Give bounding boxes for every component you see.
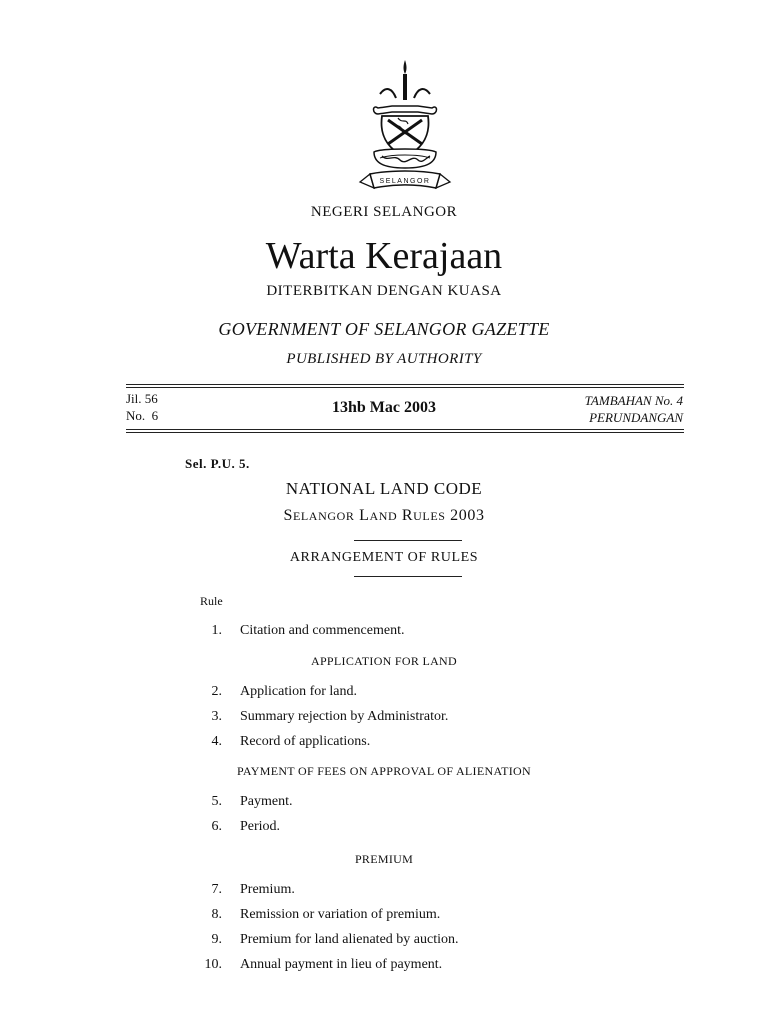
contents-item: 5. Payment. — [211, 794, 293, 809]
contents-item: 7. Premium. — [211, 882, 295, 897]
divider-bottom-inner — [126, 432, 684, 433]
short-divider — [354, 540, 462, 541]
published-by-authority: PUBLISHED BY AUTHORITY — [286, 351, 482, 367]
divider-top-inner — [126, 387, 684, 388]
supplement-number: TAMBAHAN No. 4 — [584, 393, 683, 408]
contents-item: 6. Period. — [211, 819, 281, 834]
section-heading: PREMIUM — [354, 852, 414, 866]
selangor-crest-icon — [352, 58, 458, 204]
section-heading: APPLICATION FOR LAND — [310, 654, 457, 668]
issue-date: 13hb Mac 2003 — [332, 399, 436, 416]
supplement-type: PERUNDANGAN — [589, 410, 683, 425]
section-heading: PAYMENT OF FEES ON APPROVAL OF ALIENATION — [237, 764, 531, 778]
issue-number: No. 6 — [126, 408, 159, 423]
crest-scroll-text: SELANGOR — [379, 178, 431, 185]
rule-column-label: Rule — [200, 594, 223, 608]
published-by-authority-malay: DITERBITKAN DENGAN KUASA — [266, 283, 502, 299]
contents-item: 10. Annual payment in lieu of payment. — [204, 957, 443, 972]
contents-item: 1. Citation and commencement. — [211, 623, 405, 638]
contents-item: 3. Summary rejection by Administrator. — [211, 709, 449, 724]
contents-item: 9. Premium for land alienated by auction. — [211, 932, 459, 947]
gazette-title: Warta Kerajaan — [265, 235, 503, 277]
divider-bottom — [126, 429, 684, 430]
arrangement-heading: ARRANGEMENT OF RULES — [289, 550, 479, 565]
gazette-title-english: GOVERNMENT OF SELANGOR GAZETTE — [218, 319, 550, 339]
volume-number: Jil. 56 — [126, 391, 158, 406]
document-subtitle: SELANGOR LAND RULES 2003 — [283, 507, 485, 524]
document-title: NATIONAL LAND CODE — [285, 479, 483, 498]
short-divider — [354, 576, 462, 577]
contents-item: 2. Application for land. — [211, 684, 358, 699]
state-name: NEGERI SELANGOR — [310, 204, 458, 220]
sel-pu-reference: Sel. P.U. 5. — [185, 456, 250, 471]
contents-item: 8. Remission or variation of premium. — [211, 907, 441, 922]
contents-item: 4. Record of applications. — [211, 734, 371, 749]
divider-top — [126, 384, 684, 385]
